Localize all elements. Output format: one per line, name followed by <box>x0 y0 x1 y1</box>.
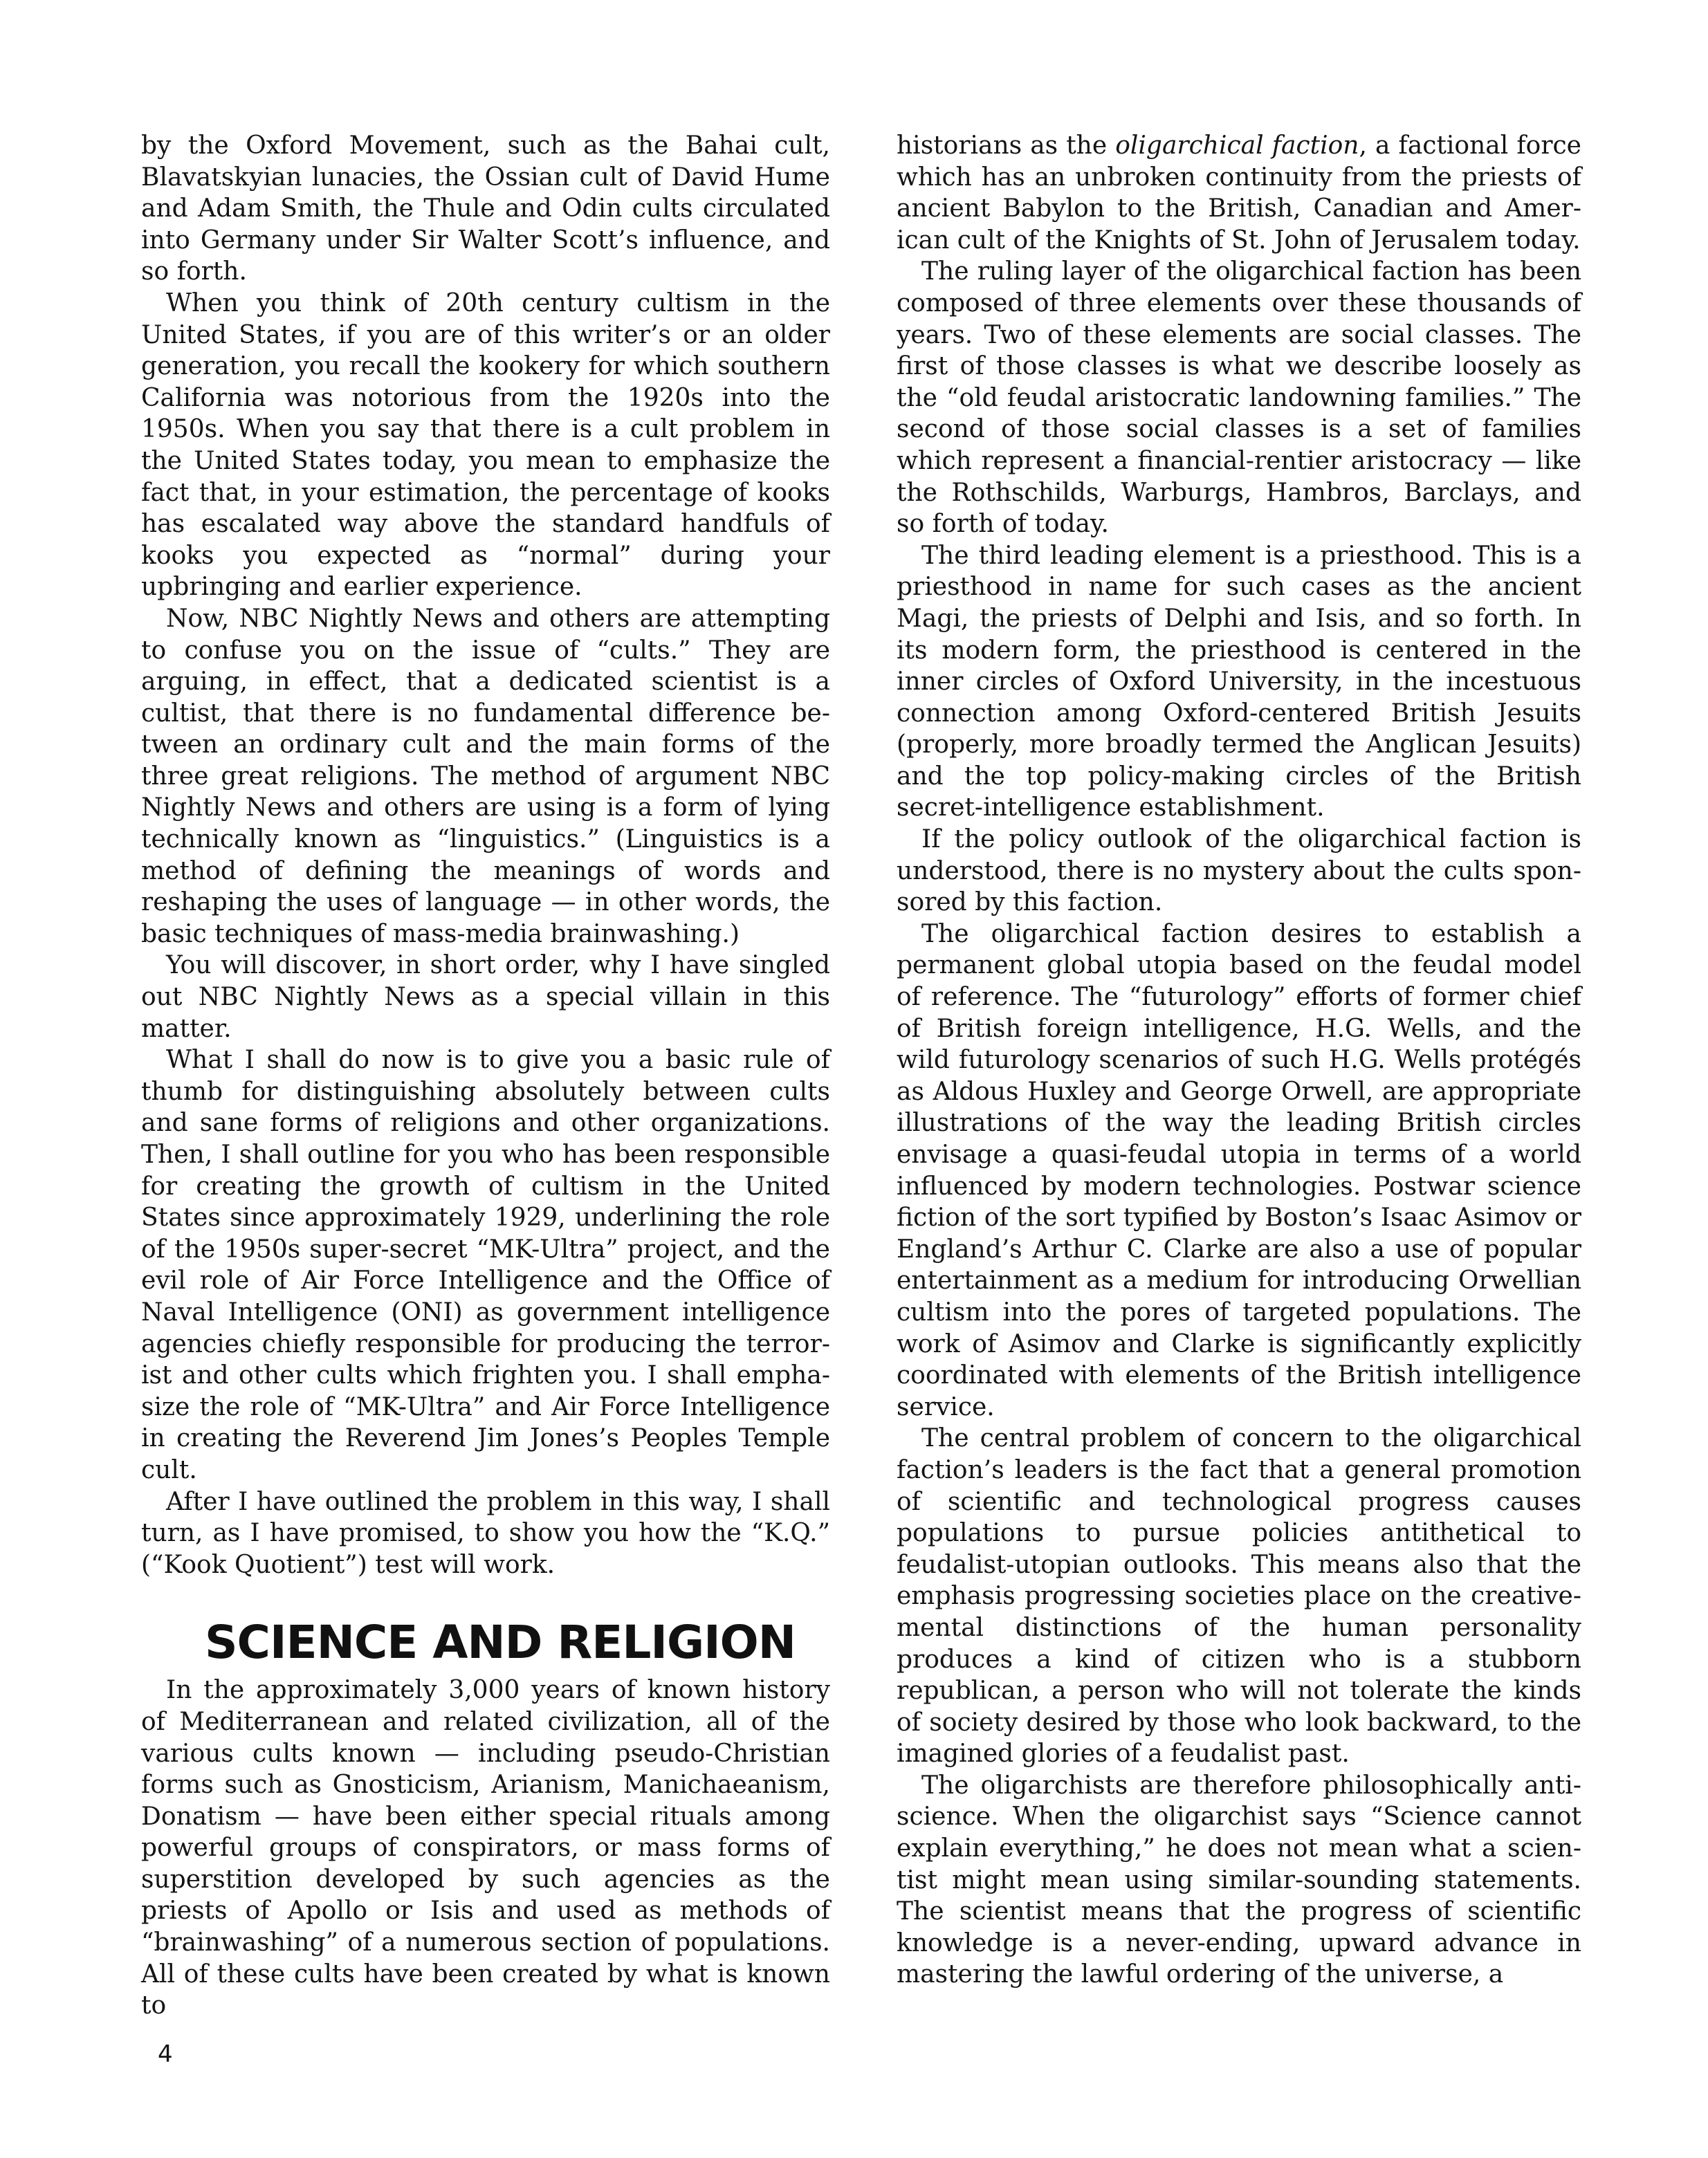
paragraph: You will discover, in short order, why I have singled out NBC Nightly News as a special villain in this matter. <box>141 951 830 1043</box>
right-column <box>897 130 1581 1991</box>
paragraph: After I have outlined the problem in this way, I shall turn, as I have promised, to show you how the “K.Q.” (“Kook Quotient”) test will work. <box>141 1487 830 1579</box>
paragraph: Now, NBC Nightly News and others are attempting to confuse you on the issue of “cults.” They are arguing, in effect, that a dedicated scientist is a cultist, that there is no fundamental difference between an ordinary cult and the main forms of the three great religions. The method of argument NBC Nightly News and others are using is a form of lying technically known as “linguistics.” (Linguistics is a method of defining the meanings of words and reshaping the uses of language — in other words, the basic techniques of mass-media brainwashing.) <box>141 604 830 948</box>
paragraph-text: historians as the <box>897 131 1116 160</box>
paragraph: When you think of 20th century cultism in the United States, if you are of this writer’s or an older generation, you recall the kookery for which southern California was notorious from the 1920s into the 1950s. When you say that there is a cult problem in the United States today, you mean to emphasize the fact that, in your estimation, the percentage of kooks has escalated way above the standard handfuls of kooks you expected as “normal” during your upbringing and earlier experience. <box>141 288 830 602</box>
italic-term: oligarchical faction <box>1115 131 1359 160</box>
paragraph: In the approximately 3,000 years of known history of Mediterranean and related civilization, all of the various cults known — including pseudo-Christian forms such as Gnosticism, Arianism, Manichaeanism, Donatism — have been either special rituals among powerful groups of conspirators, or mass forms of superstition developed by such agencies as the priests of Apollo or Isis and used as methods of “brainwashing” of a numerous section of populations. All of these cults have been created by what is known to <box>141 1676 830 2020</box>
paragraph <box>897 130 1581 256</box>
paragraph: The third leading element is a priesthood. This is a priesthood in name for such cases as the ancient Magi, the priests of Delphi and Isis, and so forth. In its modern form, the priesthood is centered in the inner circles of Oxford University, in the incestuous connection among Oxford-centered British Jesuits (properly, more broadly termed the Anglican Jesuits) and the top policy-making circles of the British secret-intelligence establishment. <box>897 541 1581 822</box>
page-number: 4 <box>158 2040 173 2068</box>
section-heading: SCIENCE AND RELIGION <box>205 1616 796 1670</box>
paragraph: The oligarchical faction desires to establish a permanent global utopia based on the feudal model of reference. The “futurology” efforts of former chief of British foreign intelligence, H.G. Wells, and the wild futurology scenarios of such H.G. Wells protégés as Aldous Huxley and George Orwell, are appropriate illustrations of the way the leading British circles envisage a quasi-feudal utopia in terms of a world influenced by modern technologies. Postwar science fiction of the sort typified by Boston’s Isaac Asimov or England’s Arthur C. Clarke are also a use of popular entertainment as a medium for introducing Orwellian cultism into the pores of targeted populations. The work of Asimov and Clarke is significantly explicitly coordinated with elements of the British intelligence service. <box>897 919 1581 1421</box>
paragraph: by the Oxford Movement, such as the Bahai cult, Blavatskyian lunacies, the Ossian cult of David Hume and Adam Smith, the Thule and Odin cults circulated into Germany under Sir Walter Scott’s influence, and so forth. <box>141 131 830 286</box>
paragraph: The oligarchists are therefore philosophically antiscience. When the oligarchist says “Science cannot explain everything,” he does not mean what a scientist might mean using similar-sounding statements. The scientist means that the progress of scientific knowledge is a never-ending, upward advance in mastering the lawful ordering of the universe, a <box>897 1771 1581 1989</box>
paragraph: What I shall do now is to give you a basic rule of thumb for distinguishing absolutely between cults and sane forms of religions and other organizations. Then, I shall outline for you who has been responsible for creating the growth of cultism in the United States since approximately 1929, underlining the role of the 1950s super-secret “MK-Ultra” project, and the evil role of Air Force Intelligence and the Office of Naval Intelligence (ONI) as government intelligence agencies chiefly responsible for producing the terrorist and other cults which frighten you. I shall emphasize the role of “MK-Ultra” and Air Force Intelligence in creating the Reverend Jim Jones’s Peoples Temple cult. <box>141 1046 830 1484</box>
paragraph: If the policy outlook of the oligarchical faction is understood, there is no mystery about the cults sponsored by this faction. <box>897 825 1581 917</box>
paragraph-text: , a factional force which has an unbroken continuity from the priests of ancient Babylon to the British, Canadian and American cult of the Knights of St. John of Jerusalem today. <box>897 131 1581 255</box>
paragraph: The ruling layer of the oligarchical faction has been composed of three elements over these thousands of years. Two of these elements are social classes. The first of those classes is what we describe loosely as the “old feudal aristocratic landowning families.” The second of those social classes is a set of families which represent a financial-rentier aristocracy — like the Rothschilds, Warburgs, Hambros, Barclays, and so forth of today. <box>897 257 1581 539</box>
left-column <box>141 130 830 2022</box>
paragraph: The central problem of concern to the oligarchical faction’s leaders is the fact that a general promotion of scientific and technological progress causes populations to pursue policies antithetical to feudalist-utopian outlooks. This means also that the emphasis progressing societies place on the creative-mental distinctions of the human personality produces a kind of citizen who is a stubborn republican, a person who will not tolerate the kinds of society desired by those who look backward, to the imagined glories of a feudalist past. <box>897 1424 1581 1769</box>
